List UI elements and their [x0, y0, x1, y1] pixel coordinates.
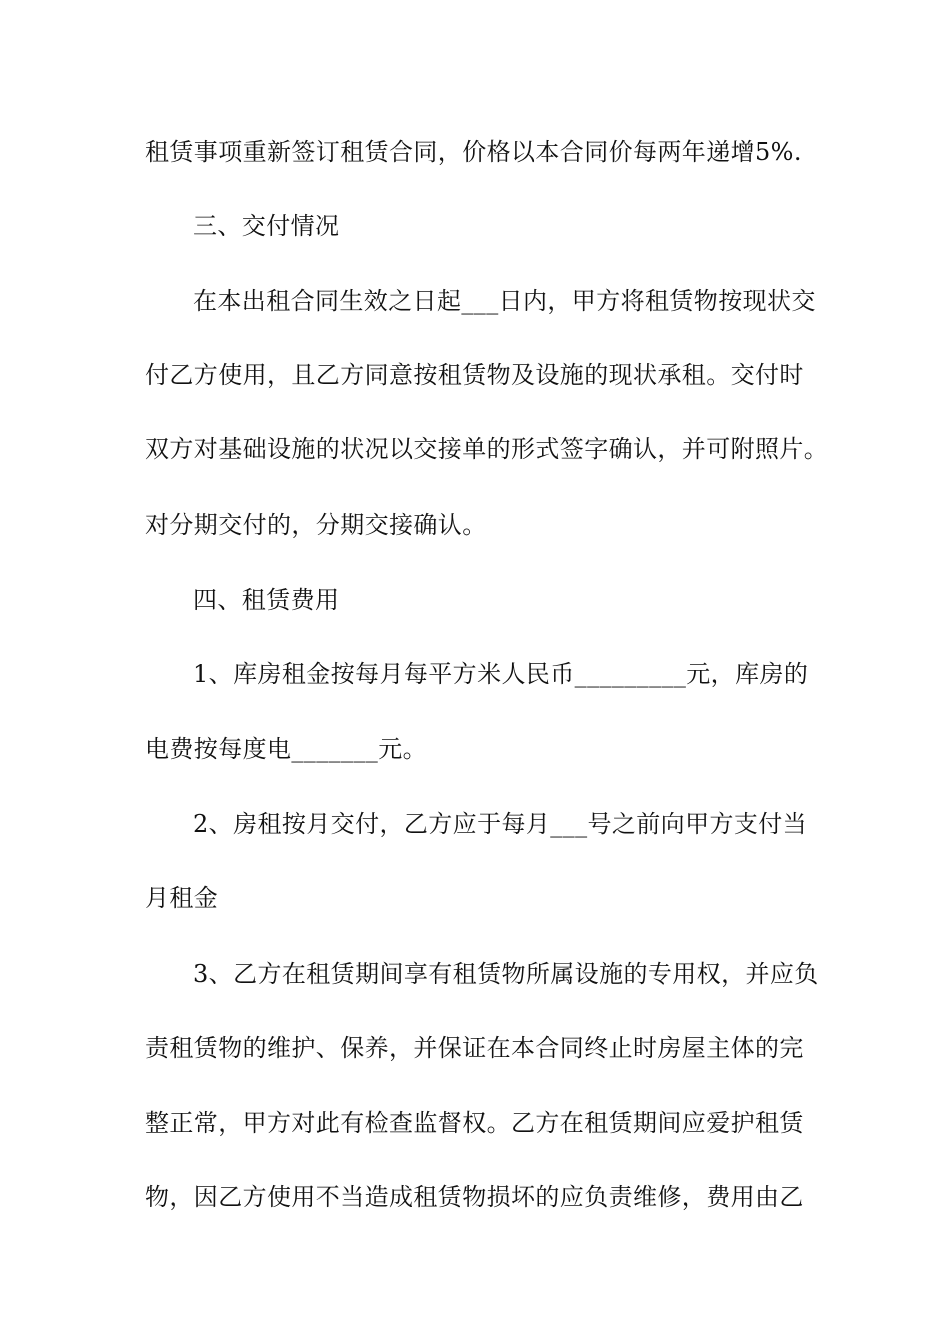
text-line-delivery-4: 对分期交付的，分期交接确认。: [145, 511, 487, 539]
section-heading-delivery: 三、交付情况: [193, 212, 340, 240]
section-heading-fees: 四、租赁费用: [193, 586, 340, 614]
text-line-fee-3a: 3、乙方在租赁期间享有租赁物所属设施的专用权，并应负: [193, 960, 819, 988]
text-line-delivery-2: 付乙方使用，且乙方同意按租赁物及设施的现状承租。交付时: [145, 361, 804, 389]
text-line-fee-3d: 物，因乙方使用不当造成租赁物损坏的应负责维修，费用由乙: [145, 1183, 804, 1211]
text-line-fee-1a: 1、库房租金按每月每平方米人民币_________元，库房的: [193, 660, 809, 688]
text-line-fee-2b: 月租金: [145, 884, 219, 912]
text-line-fee-3b: 责租赁物的维护、保养，并保证在本合同终止时房屋主体的完: [145, 1034, 804, 1062]
text-line-fee-3c: 整正常，甲方对此有检查监督权。乙方在租赁期间应爱护租赁: [145, 1109, 804, 1137]
text-line-fee-1b: 电费按每度电_______元。: [145, 735, 427, 763]
text-line-delivery-1: 在本出租合同生效之日起___日内，甲方将租赁物按现状交: [193, 287, 816, 315]
text-line-delivery-3: 双方对基础设施的状况以交接单的形式签字确认，并可附照片。: [145, 435, 829, 463]
text-line-rent-increase: 租赁事项重新签订租赁合同，价格以本合同价每两年递增5%.: [145, 138, 802, 166]
text-line-fee-2a: 2、房租按月交付，乙方应于每月___号之前向甲方支付当: [193, 810, 808, 838]
